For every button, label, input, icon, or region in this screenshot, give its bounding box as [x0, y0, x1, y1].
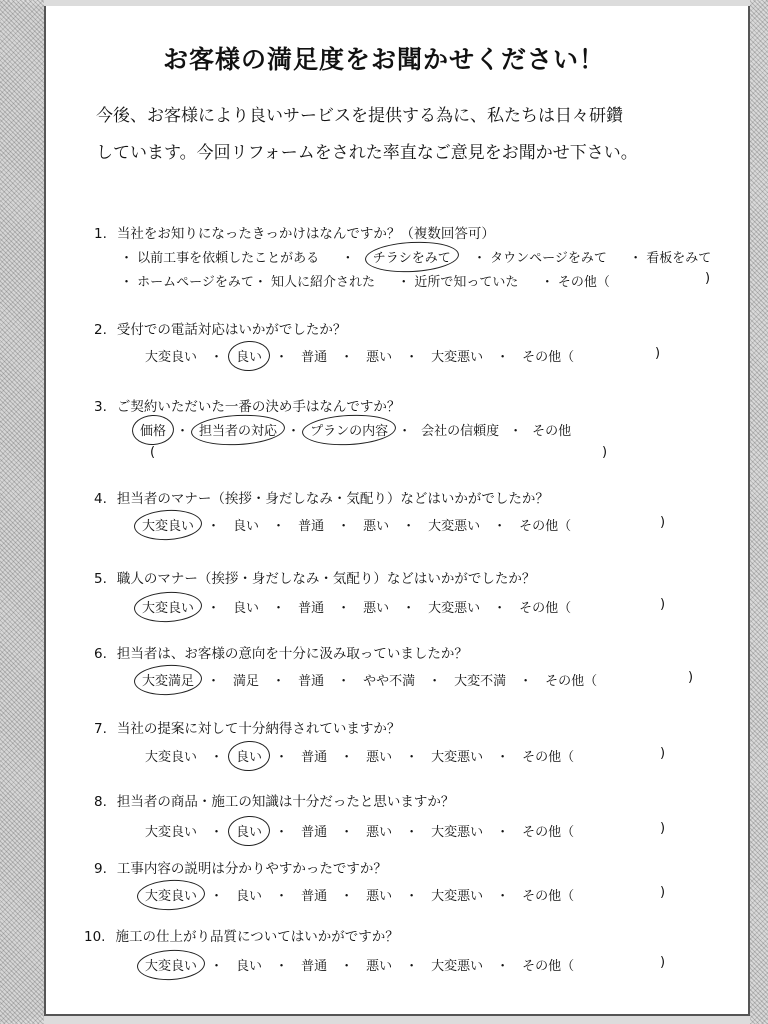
- separator: ・: [398, 424, 412, 439]
- option-bad[interactable]: 悪い: [366, 825, 393, 840]
- option-company-trust[interactable]: 会社の信頼度: [421, 424, 500, 439]
- option-bad[interactable]: 悪い: [366, 959, 393, 974]
- q4-options: [142, 515, 571, 534]
- option-other[interactable]: その他（: [522, 825, 575, 840]
- option-very-good[interactable]: 大変良い: [145, 350, 198, 365]
- q6-close-paren: ): [688, 670, 694, 685]
- option-very-bad[interactable]: 大変悪い: [431, 959, 484, 974]
- q2-close-paren: ): [655, 346, 661, 361]
- option-bad[interactable]: 悪い: [366, 889, 393, 904]
- option-average[interactable]: 普通: [301, 825, 328, 840]
- question-number: 5.: [94, 571, 107, 587]
- question-8: [94, 790, 454, 810]
- separator: ・: [496, 889, 510, 904]
- separator: ・: [275, 350, 289, 365]
- question-text: 担当者は、お客様の意向を十分に汲み取っていましたか？: [116, 646, 468, 662]
- option-plan-content-selected[interactable]: プランの内容: [310, 420, 388, 439]
- separator: ・: [496, 350, 510, 365]
- option-average[interactable]: 普通: [298, 519, 325, 534]
- q3-close-paren: ): [602, 445, 608, 460]
- question-number: 2.: [94, 322, 107, 338]
- q2-options: [145, 346, 574, 365]
- option-flyer-selected[interactable]: チラシをみて: [373, 247, 451, 266]
- separator: ・: [275, 825, 289, 840]
- question-number: 3.: [94, 399, 107, 415]
- separator: ・: [176, 424, 190, 439]
- option-other[interactable]: その他（: [522, 350, 575, 365]
- q8-options: [145, 821, 574, 840]
- separator: ・: [275, 889, 289, 904]
- survey-title: お客様の満足度をお聞かせください！: [162, 45, 605, 74]
- intro-line-2: しています。今回リフォームをされた率直なご意見をお聞かせ下さい。: [96, 143, 638, 163]
- separator: ・: [405, 959, 419, 974]
- separator: ・: [210, 750, 224, 765]
- option-satisfied[interactable]: 満足: [233, 674, 260, 689]
- q6-options: [142, 670, 597, 689]
- separator: ・: [496, 959, 510, 974]
- separator: ・: [207, 519, 221, 534]
- question-2: [94, 318, 346, 338]
- question-1: [94, 222, 495, 242]
- q3-open-paren: (: [150, 445, 156, 460]
- option-other[interactable]: その他（: [522, 959, 575, 974]
- option-somewhat-dissatisfied[interactable]: やや不満: [363, 674, 416, 689]
- question-4: [94, 487, 549, 507]
- option-very-bad[interactable]: 大変悪い: [431, 750, 484, 765]
- question-text: 当社の提案に対して十分納得されていますか？: [116, 721, 401, 737]
- option-very-bad[interactable]: 大変悪い: [431, 350, 484, 365]
- separator: ・: [496, 825, 510, 840]
- separator: ・: [272, 519, 286, 534]
- option-average[interactable]: 普通: [298, 601, 325, 616]
- option-other[interactable]: その他: [532, 424, 572, 439]
- option-very-dissatisfied[interactable]: 大変不満: [454, 674, 507, 689]
- option-other[interactable]: その他（: [522, 889, 575, 904]
- separator: ・: [405, 350, 419, 365]
- q1-options-row-2: [120, 271, 610, 290]
- question-number: 4.: [94, 491, 107, 507]
- q4-close-paren: ): [660, 515, 666, 530]
- separator: ・: [207, 601, 221, 616]
- question-text: 職人のマナー（挨拶・身だしなみ・気配り）などはいかがでしたか？: [116, 571, 536, 587]
- question-number: 6.: [94, 646, 107, 662]
- option-good[interactable]: 良い: [233, 519, 260, 534]
- separator: ・: [402, 519, 416, 534]
- separator: ・: [340, 959, 354, 974]
- question-number: 7.: [94, 721, 107, 737]
- q5-close-paren: ): [660, 597, 666, 612]
- separator: ・: [275, 750, 289, 765]
- option-very-good-selected[interactable]: 大変良い: [145, 885, 197, 904]
- q7-close-paren: ): [660, 746, 666, 761]
- option-homepage-referral[interactable]: ・ ホームページをみて・ 知人に紹介された: [120, 275, 376, 290]
- option-average[interactable]: 普通: [298, 674, 325, 689]
- separator: ・: [287, 424, 301, 439]
- separator: ・: [340, 889, 354, 904]
- separator: ・: [210, 350, 224, 365]
- option-very-bad[interactable]: 大変悪い: [428, 519, 481, 534]
- separator: ・: [340, 350, 354, 365]
- q10-options: [145, 955, 574, 974]
- q10-close-paren: ): [660, 955, 666, 970]
- question-number: 10.: [84, 929, 106, 945]
- option-other[interactable]: その他（: [545, 674, 598, 689]
- question-6: [94, 642, 468, 662]
- question-3: [94, 395, 400, 415]
- separator: ・: [337, 519, 351, 534]
- separator: ・: [493, 519, 507, 534]
- option-average[interactable]: 普通: [301, 959, 328, 974]
- q1-close-paren: ): [705, 271, 711, 286]
- separator: ・: [493, 601, 507, 616]
- q9-options: [145, 885, 574, 904]
- question-10: [84, 925, 399, 945]
- option-average[interactable]: 普通: [301, 350, 328, 365]
- option-very-bad[interactable]: 大変悪い: [431, 825, 484, 840]
- option-other[interactable]: その他（: [522, 750, 575, 765]
- separator: ・: [405, 825, 419, 840]
- separator: ・: [509, 424, 523, 439]
- option-very-good-selected[interactable]: 大変良い: [145, 955, 197, 974]
- option-yellow-pages[interactable]: ・ タウンページをみて: [473, 251, 607, 266]
- option-very-good[interactable]: 大変良い: [145, 825, 198, 840]
- option-other[interactable]: ・ その他（: [540, 275, 610, 290]
- q1-options-row-1: [120, 247, 711, 266]
- intro-line-1: 今後、お客様により良いサービスを提供する為に、私たちは日々研鑽: [96, 106, 623, 126]
- option-very-good-selected[interactable]: 大変良い: [142, 597, 194, 616]
- question-text: 担当者の商品・施工の知識は十分だったと思いますか？: [116, 794, 455, 810]
- question-number: 9.: [94, 861, 107, 877]
- question-9: [94, 857, 387, 877]
- scan-edge-left: [0, 0, 44, 1024]
- option-other[interactable]: その他（: [519, 601, 572, 616]
- option-very-bad[interactable]: 大変悪い: [428, 601, 481, 616]
- separator: ・: [341, 251, 355, 266]
- separator: ・: [210, 889, 224, 904]
- separator: ・: [275, 959, 289, 974]
- option-signboard[interactable]: ・ 看板をみて: [629, 251, 712, 266]
- q5-options: [142, 597, 571, 616]
- separator: ・: [340, 750, 354, 765]
- q3-options: [140, 420, 571, 439]
- separator: ・: [210, 959, 224, 974]
- question-text: 受付での電話対応はいかがでしたか？: [116, 322, 347, 338]
- option-previous-work[interactable]: ・ 以前工事を依頼したことがある: [120, 251, 320, 266]
- separator: ・: [272, 674, 286, 689]
- separator: ・: [272, 601, 286, 616]
- option-bad[interactable]: 悪い: [366, 750, 393, 765]
- option-bad[interactable]: 悪い: [366, 350, 393, 365]
- separator: ・: [337, 674, 351, 689]
- separator: ・: [405, 750, 419, 765]
- question-text: 担当者のマナー（挨拶・身だしなみ・気配り）などはいかがでしたか？: [116, 491, 549, 507]
- question-text: 施工の仕上がり品質についてはいかがですか？: [115, 929, 399, 945]
- q8-close-paren: ): [660, 821, 666, 836]
- option-good-selected[interactable]: 良い: [236, 746, 262, 765]
- scan-edge-right: [750, 0, 768, 1024]
- question-number: 1.: [94, 226, 107, 242]
- question-5: [94, 567, 535, 587]
- option-good[interactable]: 良い: [236, 959, 263, 974]
- separator: ・: [340, 825, 354, 840]
- separator: ・: [210, 825, 224, 840]
- separator: ・: [519, 674, 533, 689]
- separator: ・: [207, 674, 221, 689]
- question-text: 当社をお知りになったきっかけはなんですか？（複数回答可）: [116, 226, 495, 242]
- option-neighborhood[interactable]: ・ 近所で知っていた: [397, 275, 519, 290]
- option-very-satisfied-selected[interactable]: 大変満足: [142, 670, 194, 689]
- option-staff-response-selected[interactable]: 担当者の対応: [199, 420, 277, 439]
- option-very-good[interactable]: 大変良い: [145, 750, 198, 765]
- question-number: 8.: [94, 794, 107, 810]
- option-average[interactable]: 普通: [301, 750, 328, 765]
- separator: ・: [402, 601, 416, 616]
- option-other[interactable]: その他（: [519, 519, 572, 534]
- option-very-bad[interactable]: 大変悪い: [431, 889, 484, 904]
- option-very-good-selected[interactable]: 大変良い: [142, 515, 194, 534]
- question-7: [94, 717, 400, 737]
- question-text: ご契約いただいた一番の決め手はなんですか？: [116, 399, 401, 415]
- option-bad[interactable]: 悪い: [363, 601, 390, 616]
- separator: ・: [428, 674, 442, 689]
- q9-close-paren: ): [660, 885, 666, 900]
- option-good-selected[interactable]: 良い: [236, 346, 262, 365]
- separator: ・: [405, 889, 419, 904]
- option-average[interactable]: 普通: [301, 889, 328, 904]
- q7-options: [145, 746, 574, 765]
- separator: ・: [496, 750, 510, 765]
- separator: ・: [337, 601, 351, 616]
- option-good[interactable]: 良い: [233, 601, 260, 616]
- question-text: 工事内容の説明は分かりやすかったですか？: [116, 861, 387, 877]
- option-bad[interactable]: 悪い: [363, 519, 390, 534]
- option-good-selected[interactable]: 良い: [236, 821, 262, 840]
- option-price-selected[interactable]: 価格: [140, 420, 166, 439]
- option-good[interactable]: 良い: [236, 889, 263, 904]
